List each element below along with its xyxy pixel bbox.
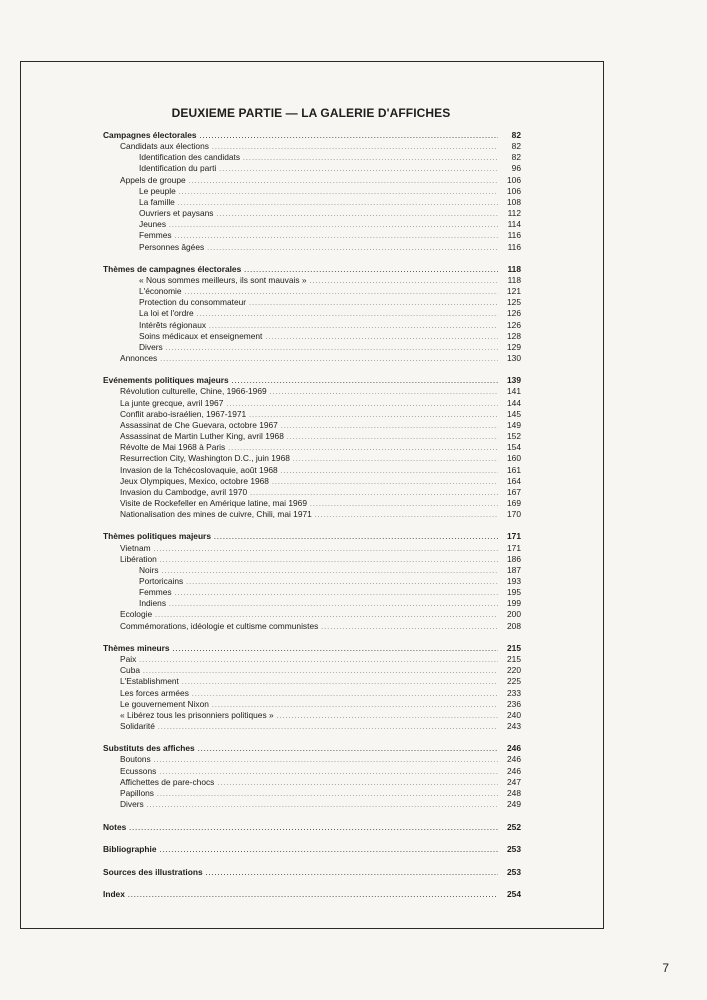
dot-leader [315, 510, 498, 521]
toc-entry [139, 342, 521, 353]
toc-section-heading [103, 743, 521, 754]
toc-entry-page: 167 [507, 486, 521, 497]
toc-entry-page: 186 [507, 553, 521, 564]
toc-entry-page: 164 [507, 475, 521, 486]
toc-entry-page: 130 [507, 353, 521, 363]
toc-entry [120, 409, 521, 420]
toc-entry [120, 721, 521, 732]
toc-entry-page: 193 [507, 576, 521, 586]
toc-entry-page: 247 [507, 776, 521, 787]
page-number: 7 [662, 961, 669, 975]
toc-entry [120, 453, 521, 464]
toc-entry-title: Intérêts régionaux [139, 319, 207, 330]
toc-entry-page: 128 [507, 330, 521, 341]
toc-entry-page: 208 [507, 620, 521, 631]
dot-leader [129, 823, 498, 834]
toc-entry-title: Notes [103, 821, 127, 832]
toc-entry [120, 554, 521, 565]
toc-entry-page: 249 [507, 799, 521, 809]
toc-entry [120, 788, 521, 799]
toc-entry [139, 219, 521, 230]
toc-entry-page: 199 [507, 598, 521, 609]
toc-entry-title: Commémorations, idéologie et cultisme communistes [120, 620, 319, 631]
toc-entry-page: 253 [507, 866, 521, 877]
toc-entry-page: 161 [507, 464, 521, 475]
toc-entry [120, 609, 521, 620]
toc-entry-page: 126 [507, 308, 521, 319]
toc-entry-title: « Libérez tous les prisonniers politiques » [120, 709, 274, 720]
toc-entry-page: 246 [507, 765, 521, 776]
toc-section-heading [103, 867, 521, 878]
toc-entry-page: 121 [507, 286, 521, 297]
toc-entry-page: 187 [507, 564, 521, 575]
toc-entry-title: Thèmes politiques majeurs [103, 531, 211, 542]
toc-entry-title: Nationalisation des mines de cuivre, Chili, mai 1971 [120, 509, 312, 520]
toc-entry-title: Index [103, 889, 125, 899]
toc-entry [120, 509, 521, 520]
toc-entry [120, 754, 521, 765]
toc-entry-page: 248 [507, 787, 521, 798]
toc-entry [139, 565, 521, 576]
toc-entry-page: 240 [507, 709, 521, 720]
toc-entry-title: Vietnam [120, 542, 151, 553]
toc-entry-title: Assassinat de Che Guevara, octobre 1967 [120, 419, 278, 430]
toc-entry [139, 297, 521, 308]
toc-entry [120, 498, 521, 509]
toc-entry-page: 82 [511, 130, 521, 140]
toc-entry-page: 106 [507, 185, 521, 196]
toc-entry [139, 163, 521, 174]
toc-entry-title: Identification du parti [139, 163, 217, 174]
toc-entry-page: 170 [507, 509, 521, 520]
toc-entry-page: 114 [507, 219, 521, 230]
toc-entry-page: 129 [507, 341, 521, 352]
toc-entry-page: 126 [507, 319, 521, 330]
toc-entry-page: 82 [511, 141, 521, 152]
toc-section-heading [103, 643, 521, 654]
toc-entry [139, 186, 521, 197]
toc-entry [139, 576, 521, 587]
toc-entry [120, 487, 521, 498]
toc-entry-title: Révolution culturelle, Chine, 1966-1969 [120, 386, 267, 397]
toc-entry [139, 197, 521, 208]
toc-entry-title: Le gouvernement Nixon [120, 698, 209, 709]
toc-entry-page: 145 [507, 408, 521, 419]
toc-section-heading [103, 130, 521, 141]
toc-entry-title: Evénements politiques majeurs [103, 375, 229, 386]
toc-entry [120, 175, 521, 186]
toc-entry-page: 195 [507, 587, 521, 598]
toc-entry-title: Resurrection City, Washington D.C., juin 1968 [120, 453, 290, 464]
toc-entry-page: 149 [507, 419, 521, 430]
toc-entry-title: Boutons [120, 754, 151, 765]
toc-entry [120, 353, 521, 364]
toc-entry-page: 108 [507, 196, 521, 207]
toc-entry [120, 710, 521, 721]
toc-entry [120, 676, 521, 687]
dot-leader [160, 845, 498, 856]
toc-section-heading [103, 844, 521, 855]
toc-entry-title: Appels de groupe [120, 174, 186, 185]
toc-entry-title: La junte grecque, avril 1967 [120, 397, 224, 408]
toc-section-heading [103, 531, 521, 542]
toc-entry-title: Jeunes [139, 219, 167, 230]
toc-entry [139, 152, 521, 163]
toc-entry-page: 139 [507, 375, 521, 386]
toc-entry-page: 106 [507, 174, 521, 185]
toc-entry-page: 169 [507, 497, 521, 508]
toc-entry [120, 777, 521, 788]
toc-entry-title: Indiens [139, 598, 167, 609]
toc-entry [120, 766, 521, 777]
toc-section-heading [103, 889, 521, 900]
toc-entry-page: 152 [507, 431, 521, 442]
toc-entry [139, 598, 521, 609]
dot-leader [207, 243, 498, 254]
toc-entry-page: 233 [507, 687, 521, 698]
toc-entry-title: Assassinat de Martin Luther King, avril 1968 [120, 431, 284, 442]
toc-entry-title: Thèmes de campagnes électorales [103, 263, 242, 274]
toc-entry-title: Jeux Olympiques, Mexico, octobre 1968 [120, 475, 269, 486]
toc-entry-page: 154 [507, 442, 521, 453]
toc-entry [120, 386, 521, 397]
toc-entry [120, 654, 521, 665]
toc-entry [120, 621, 521, 632]
toc-entry-title: Visite de Rockefeller en Amérique latine, mai 1969 [120, 497, 307, 508]
toc-entry-page: 118 [507, 274, 521, 285]
toc-entry-title: Divers [139, 341, 163, 352]
toc-entry [120, 398, 521, 409]
toc-entry-title: Soins médicaux et enseignement [139, 330, 263, 341]
toc-entry-title: L'Establishment [120, 676, 179, 687]
toc-entry-page: 116 [507, 241, 521, 252]
toc-entry-title: Sources des illustrations [103, 866, 203, 877]
toc-entry-title: Invasion du Cambodge, avril 1970 [120, 486, 248, 497]
toc-entry-title: Paix [120, 654, 137, 665]
dot-leader [147, 800, 498, 811]
toc-entry-page: 171 [507, 531, 521, 542]
toc-entry-page: 112 [507, 208, 521, 219]
toc-entry-page: 252 [507, 821, 521, 832]
toc-entry-page: 200 [507, 609, 521, 620]
toc-entry-page: 215 [507, 654, 521, 665]
dot-leader [160, 354, 498, 365]
toc-entry-title: L'économie [139, 286, 182, 297]
toc-entry [139, 331, 521, 342]
toc-section-heading [103, 375, 521, 386]
toc-entry-page: 141 [507, 386, 521, 397]
toc-entry [120, 543, 521, 554]
toc-entry [120, 465, 521, 476]
toc-entry-page: 116 [507, 230, 521, 241]
toc-entry-title: Les forces armées [120, 687, 189, 698]
toc-entry [120, 699, 521, 710]
toc-entry-page: 160 [507, 453, 521, 464]
toc-entry-page: 225 [507, 676, 521, 687]
toc-entry-title: Substituts des affiches [103, 743, 195, 754]
dot-leader [206, 868, 498, 879]
toc-entry [120, 476, 521, 487]
toc-entry-title: Campagnes électorales [103, 130, 197, 140]
toc-entry-title: Invasion de la Tchécoslovaquie, août 1968 [120, 464, 278, 475]
toc-entry [120, 420, 521, 431]
toc-entry-title: Portoricains [139, 576, 184, 586]
toc-entry-title: Annonces [120, 353, 158, 363]
toc-entry [139, 587, 521, 598]
toc-entry-title: Ecussons [120, 765, 157, 776]
page-title: DEUXIEME PARTIE — LA GALERIE D'AFFICHES [171, 106, 451, 120]
toc-entry-title: Candidats aux élections [120, 141, 209, 152]
toc-entry-page: 82 [511, 152, 521, 163]
toc-entry-title: Révolte de Mai 1968 à Paris [120, 442, 226, 453]
toc-entry [120, 688, 521, 699]
toc-entry [139, 242, 521, 253]
toc-section-heading [103, 264, 521, 275]
toc-entry-title: Femmes [139, 230, 172, 241]
toc-entry [120, 665, 521, 676]
toc-entry [120, 799, 521, 810]
toc-entry-title: Noirs [139, 564, 159, 575]
toc-entry-page: 96 [511, 163, 521, 174]
toc-entry [139, 208, 521, 219]
dot-leader [158, 722, 498, 733]
toc-entry [120, 141, 521, 152]
toc-entry [120, 442, 521, 453]
toc-entry-title: Bibliographie [103, 844, 157, 854]
toc-entry-title: Personnes âgées [139, 241, 205, 252]
toc-entry-title: Identification des candidats [139, 152, 241, 163]
toc-entry-title: Ecologie [120, 609, 153, 620]
toc-entry-title: Papillons [120, 787, 154, 798]
toc-entry-title: Divers [120, 799, 144, 809]
toc-entry [139, 286, 521, 297]
toc-entry-title: Ouvriers et paysans [139, 208, 214, 219]
toc-entry [139, 275, 521, 286]
toc-entry-title: Solidarité [120, 720, 155, 731]
toc-entry-title: Femmes [139, 587, 172, 598]
toc-entry-page: 171 [507, 542, 521, 553]
toc-entry-title: Protection du consommateur [139, 297, 247, 308]
toc-section-heading [103, 822, 521, 833]
toc-entry-title: La loi et l'ordre [139, 308, 194, 319]
toc-entry-page: 246 [507, 743, 521, 754]
toc-entry [120, 431, 521, 442]
toc-entry-page: 144 [507, 397, 521, 408]
toc-entry-page: 118 [507, 263, 521, 274]
toc-entry-page: 246 [507, 754, 521, 765]
toc-entry [139, 230, 521, 241]
toc-entry-page: 243 [507, 720, 521, 731]
toc-entry-title: Affichettes de pare-chocs [120, 776, 215, 787]
toc-entry-page: 220 [507, 665, 521, 676]
toc-entry-title: Thèmes mineurs [103, 642, 170, 653]
toc-entry-page: 236 [507, 698, 521, 709]
toc-entry-title: Libération [120, 553, 157, 564]
toc-entry-page: 125 [507, 297, 521, 308]
dot-leader [321, 622, 498, 633]
toc-entry [139, 308, 521, 319]
toc-entry-title: Conflit arabo-israélien, 1967-1971 [120, 408, 247, 419]
toc-entry-page: 254 [507, 889, 521, 899]
toc-entry-title: « Nous sommes meilleurs, ils sont mauvais » [139, 274, 307, 285]
toc-entry-title: Le peuple [139, 185, 176, 196]
toc-entry-title: La famille [139, 196, 175, 207]
toc-entry-page: 253 [507, 844, 521, 854]
toc-entry [139, 320, 521, 331]
toc-entry-page: 215 [507, 642, 521, 653]
toc-entry-title: Cuba [120, 665, 141, 676]
dot-leader [128, 890, 498, 901]
